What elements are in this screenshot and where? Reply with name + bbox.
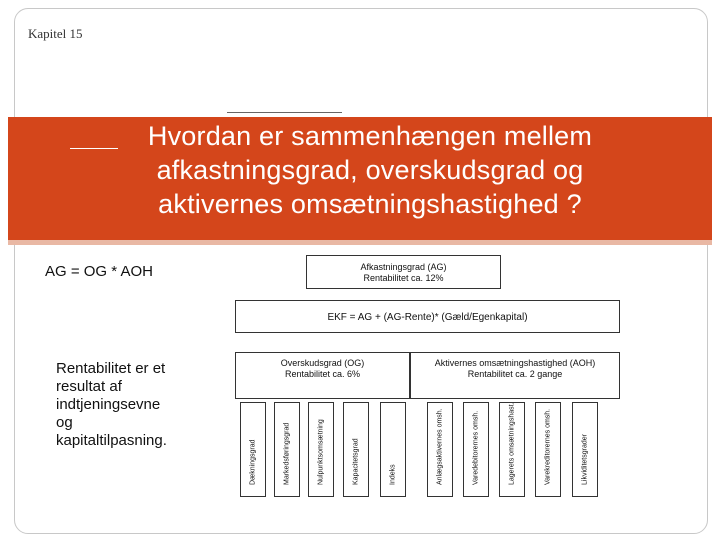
aoh-item-label: Anlægsaktivernes omsh. [436, 408, 444, 485]
aoh-item-varekreditorer [535, 402, 561, 497]
og-box [235, 352, 410, 399]
aoh-item-label: Likviditetsgrader [581, 434, 589, 485]
og-item-markedsfoeringsgrad [274, 402, 300, 497]
ag-box-value: Rentabilitet ca. 12% [363, 273, 444, 283]
og-box-title: Overskudsgrad (OG) [280, 358, 365, 368]
og-item-label: Kapacitetsgrad [352, 438, 360, 485]
decorative-rule [227, 112, 342, 113]
og-item-kapacitetsgrad [343, 402, 369, 497]
aoh-item-likviditetsgrader [572, 402, 598, 497]
og-item-label: Nulpunktsomsætning [317, 419, 325, 485]
aoh-item-varedebitorer [463, 402, 489, 497]
og-item-indeks [380, 402, 406, 497]
rentability-note-line: Rentabilitet er et [56, 360, 166, 377]
rentability-note [56, 360, 226, 450]
ag-box-title: Afkastningsgrad (AG) [360, 262, 447, 272]
rentability-note-line: resultat af [56, 378, 122, 395]
aoh-box-value: Rentabilitet ca. 2 gange [467, 369, 563, 379]
slide-title [100, 119, 640, 221]
aoh-box-title: Aktivernes omsætningshastighed (AOH) [434, 358, 596, 368]
ekf-box: EKF = AG + (AG-Rente)* (Gæld/Egenkapital) [235, 300, 620, 333]
chapter-label: Kapitel 15 [28, 26, 83, 41]
og-item-label: Indeks [389, 464, 397, 485]
og-item-label: Markedsføringsgrad [283, 422, 291, 485]
aoh-item-lager [499, 402, 525, 497]
rentability-note-line: og [56, 414, 73, 431]
ag-box [306, 255, 501, 289]
og-item-daekningsgrad [240, 402, 266, 497]
aoh-item-label: Varekreditorernes omsh. [544, 408, 552, 485]
title-line-1: Hvordan er sammenhængen mellem [147, 121, 593, 151]
banner-shadow [8, 240, 712, 245]
title-line-2: afkastningsgrad, overskudsgrad og [156, 155, 584, 185]
title-line-3: aktivernes omsætningshastighed ? [158, 189, 582, 219]
og-box-value: Rentabilitet ca. 6% [284, 369, 361, 379]
rentability-note-line: indtjeningsevne [56, 396, 161, 413]
aoh-item-label: Lagerets omsætningshast. [508, 402, 516, 485]
rentability-note-line: kapitaltilpasning. [56, 432, 167, 449]
aoh-box [410, 352, 620, 399]
formula-text: AG = OG * AOH [45, 263, 153, 280]
og-item-label: Dækningsgrad [249, 439, 257, 485]
aoh-item-label: Varedebitorernes omsh. [472, 410, 480, 485]
aoh-item-anlaegsaktiver [427, 402, 453, 497]
og-item-nulpunktsomsaetning [308, 402, 334, 497]
